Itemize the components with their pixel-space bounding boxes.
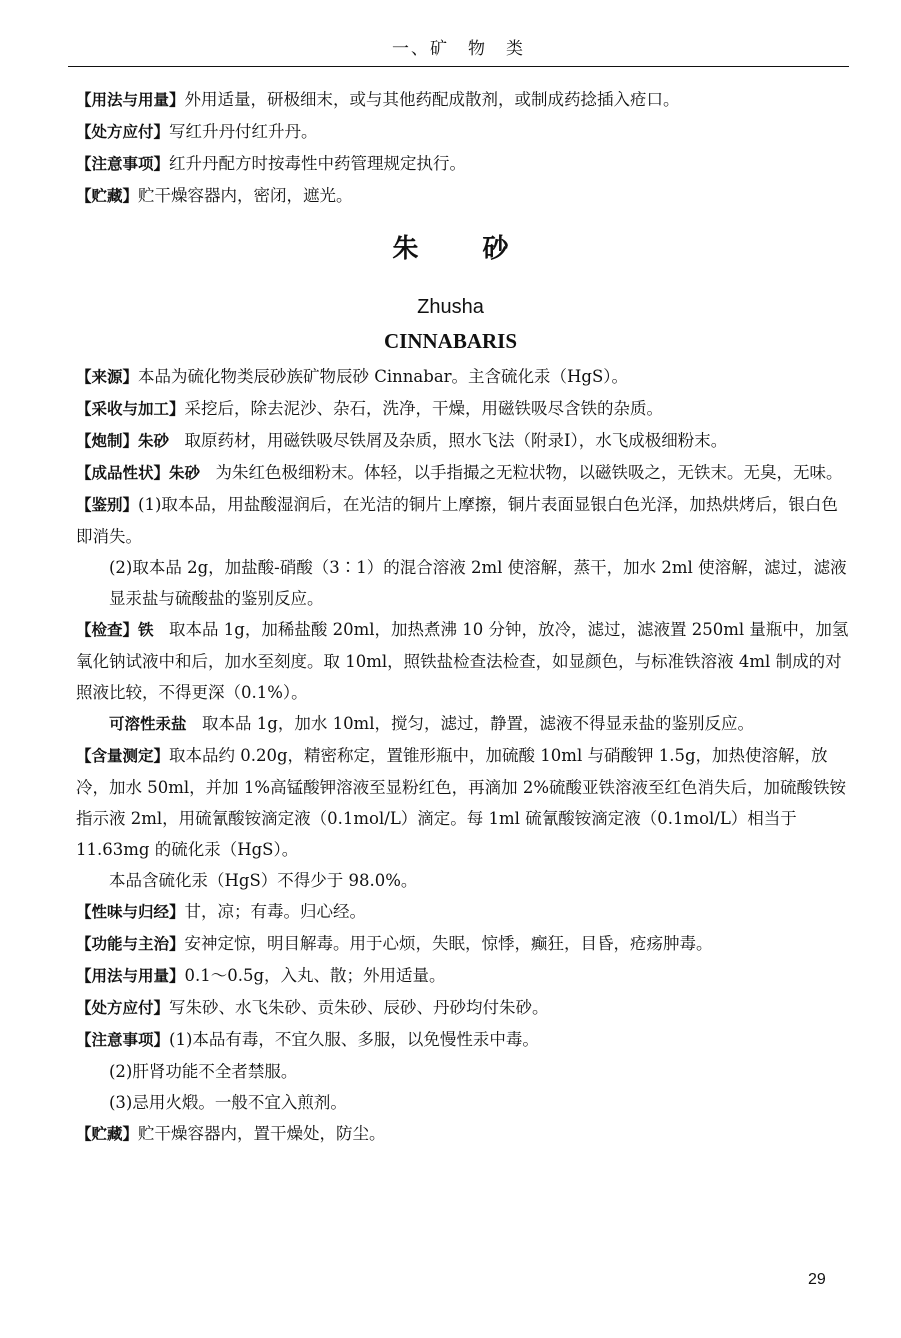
paragraph-description — [76, 457, 849, 489]
paragraph-source — [76, 361, 849, 393]
section-label: 【鉴别】 — [76, 496, 139, 514]
paragraph-usage-dosage — [76, 960, 849, 992]
monograph-title-latin: CINNABARIS — [383, 329, 518, 353]
section-label: 【含量测定】 — [76, 747, 170, 765]
section-label: 【贮藏】 — [76, 1125, 139, 1143]
section-text: (2)肝肾功能不全者禁服。 — [109, 1062, 298, 1081]
section-text: 红升丹配方时按毒性中药管理规定执行。 — [169, 154, 467, 173]
section-label: 【炮制】 — [76, 432, 139, 450]
section-sublabel: 铁 — [138, 621, 170, 639]
paragraph-prescription — [76, 992, 849, 1024]
monograph-title-pinyin: Zhusha — [417, 296, 484, 318]
section-text: 取原药材，用磁铁吸尽铁屑及杂质，照水飞法（附录Ⅰ），水飞成极细粉末。 — [184, 431, 728, 450]
section-text: 为朱红色极细粉末。体轻，以手指撮之无粒状物，以磁铁吸之，无铁末。无臭，无味。 — [215, 463, 843, 482]
section-text: (3)忌用火煅。一般不宜入煎剂。 — [109, 1093, 347, 1112]
section-label: 【处方应付】 — [76, 999, 170, 1017]
paragraph-prescription — [76, 116, 849, 148]
section-text: (1)本品有毒，不宜久服、多服，以免慢性汞中毒。 — [169, 1030, 539, 1049]
section-text: 本品含硫化汞（HgS）不得少于 98.0%。 — [109, 871, 418, 890]
header-rule — [68, 66, 849, 67]
section-text: 安神定惊，明目解毒。用于心烦，失眠，惊悸，癫狂，目昏，疮疡肿毒。 — [184, 934, 713, 953]
section-label: 【性味与归经】 — [76, 903, 185, 921]
monograph-body — [76, 361, 849, 1150]
section-label: 【采收与加工】 — [76, 400, 185, 418]
section-text: 外用适量，研极细末，或与其他药配成散剂，或制成药捻插入疮口。 — [184, 90, 680, 109]
paragraph-storage — [76, 180, 849, 212]
section-text: 取本品 1g，加水 10ml，搅匀，滤过，静置，滤液不得显汞盐的鉴别反应。 — [202, 714, 754, 733]
section-label: 【注意事项】 — [76, 155, 170, 173]
paragraph-property-meridian — [76, 896, 849, 928]
section-label: 【用法与用量】 — [76, 91, 185, 109]
section-text: 采挖后，除去泥沙、杂石，洗净，干燥，用磁铁吸尽含铁的杂质。 — [184, 399, 664, 418]
section-text: 写红升丹付红升丹。 — [169, 122, 318, 141]
paragraph-test-mercury-salts — [76, 708, 849, 740]
paragraph-precautions — [76, 148, 849, 180]
section-text: (2)取本品 2g，加盐酸-硝酸（3∶1）的混合溶液 2ml 使溶解，蒸干，加水 2ml 使溶解，滤过，滤液显汞盐与硫酸盐的鉴别反应。 — [109, 558, 847, 608]
section-label: 【成品性状】 — [76, 464, 170, 482]
section-text: 取本品约 0.20g，精密称定，置锥形瓶中，加硫酸 10ml 与硝酸钾 1.5g，加热使溶解，放冷，加水 50ml，并加 1%高锰酸钾溶液至显粉红色，再滴加 2%硫酸亚铁溶液至红色消失后，加硫酸铁铵指示液 2ml，用硫氰酸铵滴定液（0.1mol/L）滴定。每 1ml 硫氰酸铵滴定液（0.1mol/L）相当于 11.63mg 的硫化汞（HgS）。 — [76, 746, 847, 859]
paragraph-test-iron — [76, 614, 849, 708]
section-label: 【检查】 — [76, 621, 139, 639]
paragraph-precautions-3 — [76, 1087, 849, 1118]
section-sublabel: 可溶性汞盐 — [109, 715, 203, 733]
section-text: (1)取本品，用盐酸湿润后，在光洁的铜片上摩擦，铜片表面显银白色光泽，加热烘烤后，银白色即消失。 — [76, 495, 838, 546]
section-text: 贮干燥容器内，密闭，遮光。 — [138, 186, 353, 205]
section-label: 【功能与主治】 — [76, 935, 185, 953]
section-label: 【来源】 — [76, 368, 139, 386]
section-sublabel: 朱砂 — [169, 464, 216, 482]
section-text: 取本品 1g，加稀盐酸 20ml，加热煮沸 10 分钟，放冷，滤过，滤液置 250ml 量瓶中，加氢氧化钠试液中和后，加水至刻度。取 10ml，照铁盐检查法检查，如显颜色，与标准铁溶液 4ml 制成的对照液比较，不得更深（0.1%）。 — [76, 620, 849, 702]
section-label: 【处方应付】 — [76, 123, 170, 141]
paragraph-precautions-2 — [76, 1056, 849, 1087]
section-text: 本品为硫化物类辰砂族矿物辰砂 Cinnabar。主含硫化汞（HgS）。 — [138, 367, 629, 386]
section-text: 贮干燥容器内，置干燥处，防尘。 — [138, 1124, 386, 1143]
top-section — [76, 84, 849, 212]
section-label: 【注意事项】 — [76, 1031, 170, 1049]
running-header: 一、矿 物 类 — [392, 39, 525, 59]
paragraph-processing — [76, 425, 849, 457]
paragraph-identification-2 — [76, 552, 849, 614]
section-text: 0.1～0.5g，入丸、散；外用适量。 — [184, 966, 446, 985]
monograph-title-chinese: 朱砂 — [392, 234, 573, 264]
paragraph-function-indication — [76, 928, 849, 960]
section-label: 【用法与用量】 — [76, 967, 185, 985]
paragraph-collection — [76, 393, 849, 425]
paragraph-identification-1 — [76, 489, 849, 552]
paragraph-assay-limit — [76, 865, 849, 896]
page-number: 29 — [808, 1271, 826, 1288]
section-text: 写朱砂、水飞朱砂、贡朱砂、辰砂、丹砂均付朱砂。 — [169, 998, 549, 1017]
paragraph-precautions-1 — [76, 1024, 849, 1056]
paragraph-usage-dosage — [76, 84, 849, 116]
section-sublabel: 朱砂 — [138, 432, 185, 450]
section-label: 【贮藏】 — [76, 187, 139, 205]
paragraph-assay — [76, 740, 849, 865]
section-text: 甘，凉；有毒。归心经。 — [184, 902, 367, 921]
paragraph-storage — [76, 1118, 849, 1150]
